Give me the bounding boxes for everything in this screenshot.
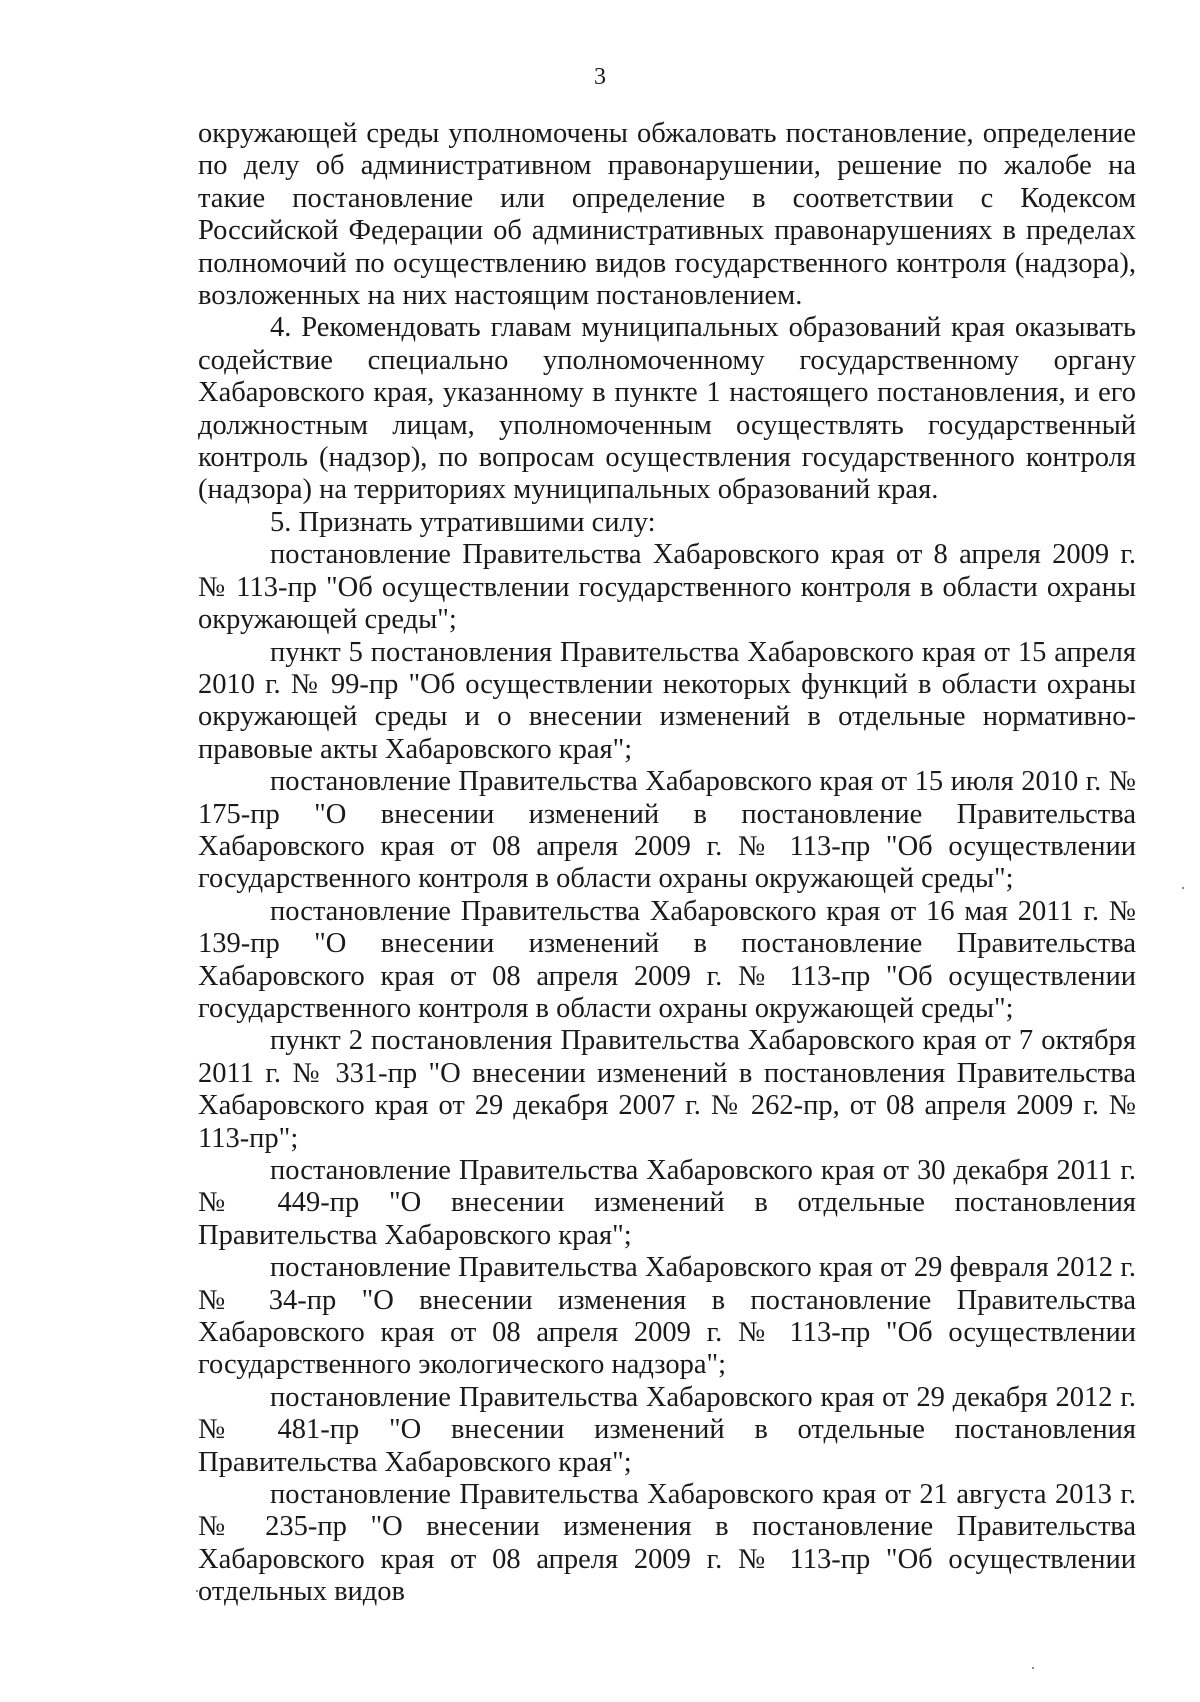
- repealed-act: постановление Правительства Хабаровского края от 16 мая 2011 г. № 139-пр "О внесении изменений в постановление Правительства Хабаровского края от 08 апреля 2009 г. № 113-пр "Об осуществлении государственного контроля в области охраны окружающей среды";: [198, 895, 1136, 1024]
- repealed-act: постановление Правительства Хабаровского края от 15 июля 2010 г. № 175-пр "О внесении изменений в постановление Правительства Хабаровского края от 08 апреля 2009 г. № 113-пр "Об осуществлении государственного контроля в области охраны окружающей среды";: [198, 766, 1136, 895]
- repealed-act: пункт 2 постановления Правительства Хабаровского края от 7 октября 2011 г. № 331-пр "О внесении изменений в постановления Правительства Хабаровского края от 29 декабря 2007 г. № 262-пр, от 08 апреля 2009 г. № 113-пр";: [198, 1025, 1136, 1154]
- repealed-act: постановление Правительства Хабаровского края от 29 февраля 2012 г. № 34-пр "О внесении изменения в постановление Правительства Хабаровского края от 08 апреля 2009 г. № 113-пр "Об осуществлении государственного экологического надзора";: [198, 1252, 1136, 1381]
- repealed-act: постановление Правительства Хабаровского края от 8 апреля 2009 г. № 113-пр "Об осуществлении государственного контроля в области охраны окружающей среды";: [198, 539, 1136, 636]
- repealed-act: постановление Правительства Хабаровского края от 30 декабря 2011 г. № 449-пр "О внесении изменений в отдельные постановления Правительства Хабаровского края";: [198, 1155, 1136, 1251]
- paragraph-item-5: 5. Признать утратившими силу:: [270, 506, 656, 538]
- repealed-act: постановление Правительства Хабаровского края от 21 августа 2013 г. № 235-пр "О внесении изменения в постановление Правительства Хабаровского края от 08 апреля 2009 г. № 113-пр "Об осуществлении отдельных видов: [198, 1479, 1136, 1608]
- scan-speck: [196, 1590, 198, 1592]
- paragraph-item-4: 4. Рекомендовать главам муниципальных образований края оказывать содействие специально уполномоченному государственному органу Хабаровского края, указанному в пункте 1 настоящего постановления, и его должностным лицам, уполномоченным осуществлять государственный контроль (надзор), по вопросам осуществления государственного контроля (надзора) на территориях муниципальных образований края.: [198, 312, 1136, 506]
- repealed-act: постановление Правительства Хабаровского края от 29 декабря 2012 г. № 481-пр "О внесении изменений в отдельные постановления Правительства Хабаровского края";: [198, 1381, 1136, 1478]
- page-number: 3: [594, 64, 606, 90]
- scan-speck: [1032, 1667, 1034, 1669]
- scan-speck: [1182, 887, 1184, 889]
- paragraph-continuation: окружающей среды уполномочены обжаловать постановление, определение по делу об административном правонарушении, решение по жалобе на такие постановление или определение в соответствии с Кодексом Российской Федерации об административных правонарушениях в пределах полномочий по осуществлению видов государственного контроля (надзора), возложенных на них настоящим постановлением.: [198, 118, 1136, 312]
- repealed-act: пункт 5 постановления Правительства Хабаровского края от 15 апреля 2010 г. № 99-пр "Об осуществлении некоторых функций в области охраны окружающей среды и о внесении изменений в отдельные нормативно-правовые акты Хабаровского края";: [198, 636, 1136, 765]
- document-body: [198, 118, 1136, 1609]
